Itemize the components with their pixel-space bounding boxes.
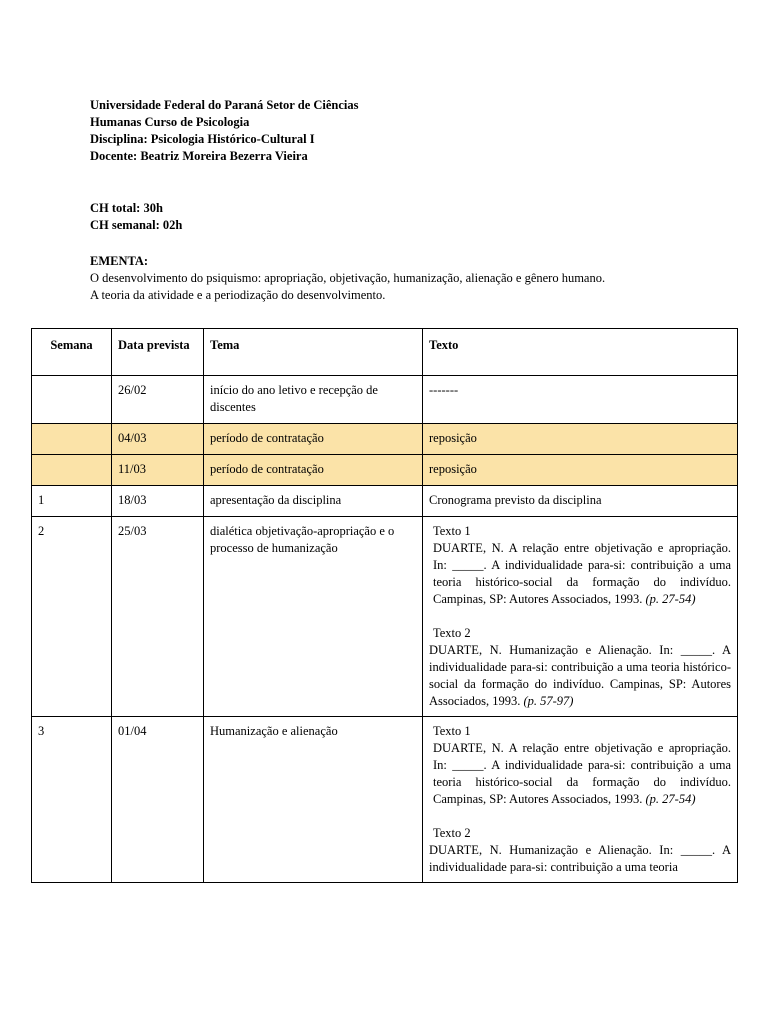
cell-texto: -------	[423, 376, 738, 424]
table-row-highlighted	[32, 455, 738, 486]
texto-2-pages: (p. 57-97)	[523, 694, 574, 708]
table-header-row	[32, 329, 738, 376]
cell-data: 01/04	[112, 717, 204, 883]
table-row	[32, 376, 738, 424]
texto-2-label: Texto 2	[433, 626, 471, 640]
schedule-table	[31, 328, 738, 883]
discipline-line: Disciplina: Psicologia Histórico-Cultural I	[90, 132, 315, 146]
cell-data: 18/03	[112, 486, 204, 517]
texto-2-citation: DUARTE, N. Humanização e Alienação. In: _____. A individualidade para-si: contribuição a uma teoria	[429, 843, 731, 874]
header-semana: Semana	[32, 329, 112, 376]
cell-data: 25/03	[112, 517, 204, 717]
ementa-text-line-2: A teoria da atividade e a periodização do desenvolvimento.	[90, 288, 386, 302]
cell-data: 26/02	[112, 376, 204, 424]
cell-semana	[32, 376, 112, 424]
table-row	[32, 486, 738, 517]
texto-1-pages: (p. 27-54)	[645, 592, 696, 606]
header-data-prevista: Data prevista	[112, 329, 204, 376]
cell-texto: Cronograma previsto da disciplina	[423, 486, 738, 517]
cell-data: 11/03	[112, 455, 204, 486]
document-header	[90, 97, 690, 304]
ementa-title: EMENTA:	[90, 254, 149, 268]
ch-semanal: CH semanal: 02h	[90, 218, 183, 232]
teacher-line: Docente: Beatriz Moreira Bezerra Vieira	[90, 149, 308, 163]
cell-data: 04/03	[112, 424, 204, 455]
texto-1-citation: DUARTE, N. A relação entre objetivação e apropriação. In: _____. A individualidade para-si: contribuição a uma teoria histórico-social da formação do indivíduo. Campinas, SP: Autores Associados, 1993. (p. 27-54)	[433, 541, 731, 606]
cell-texto: reposição	[423, 455, 738, 486]
texto-2-label: Texto 2	[433, 826, 471, 840]
cell-tema: Humanização e alienação	[204, 717, 423, 883]
cell-semana: 3	[32, 717, 112, 883]
course-line: Humanas Curso de Psicologia	[90, 115, 250, 129]
ch-total: CH total: 30h	[90, 201, 163, 215]
cell-tema: apresentação da disciplina	[204, 486, 423, 517]
cell-semana	[32, 455, 112, 486]
texto-1-pages: (p. 27-54)	[645, 792, 696, 806]
texto-1-label: Texto 1	[433, 524, 471, 538]
cell-tema: período de contratação	[204, 455, 423, 486]
cell-texto	[423, 517, 738, 717]
texto-1-citation: DUARTE, N. A relação entre objetivação e apropriação. In: _____. A individualidade para-si: contribuição a uma teoria histórico-social da formação do indivíduo. Campinas, SP: Autores Associados, 1993. (p. 27-54)	[433, 741, 731, 806]
header-tema: Tema	[204, 329, 423, 376]
texto-2-citation: DUARTE, N. Humanização e Alienação. In: _____. A individualidade para-si: contribuição a uma teoria histórico-social da formação do indivíduo. Campinas, SP: Autores Associados, 1993. (p. 57-97)	[429, 643, 731, 708]
table-row-highlighted	[32, 424, 738, 455]
cell-tema: início do ano letivo e recepção de discentes	[204, 376, 423, 424]
texto-1-label: Texto 1	[433, 724, 471, 738]
cell-tema: dialética objetivação-apropriação e o processo de humanização	[204, 517, 423, 717]
ementa-text-line-1: O desenvolvimento do psiquismo: apropriação, objetivação, humanização, alienação e gênero humano.	[90, 271, 606, 285]
cell-semana: 1	[32, 486, 112, 517]
cell-semana	[32, 424, 112, 455]
cell-tema: período de contratação	[204, 424, 423, 455]
cell-texto: reposição	[423, 424, 738, 455]
institution-line: Universidade Federal do Paraná Setor de Ciências	[90, 98, 359, 112]
table-row	[32, 517, 738, 717]
cell-texto	[423, 717, 738, 883]
table-row	[32, 717, 738, 883]
header-texto: Texto	[423, 329, 738, 376]
cell-semana: 2	[32, 517, 112, 717]
